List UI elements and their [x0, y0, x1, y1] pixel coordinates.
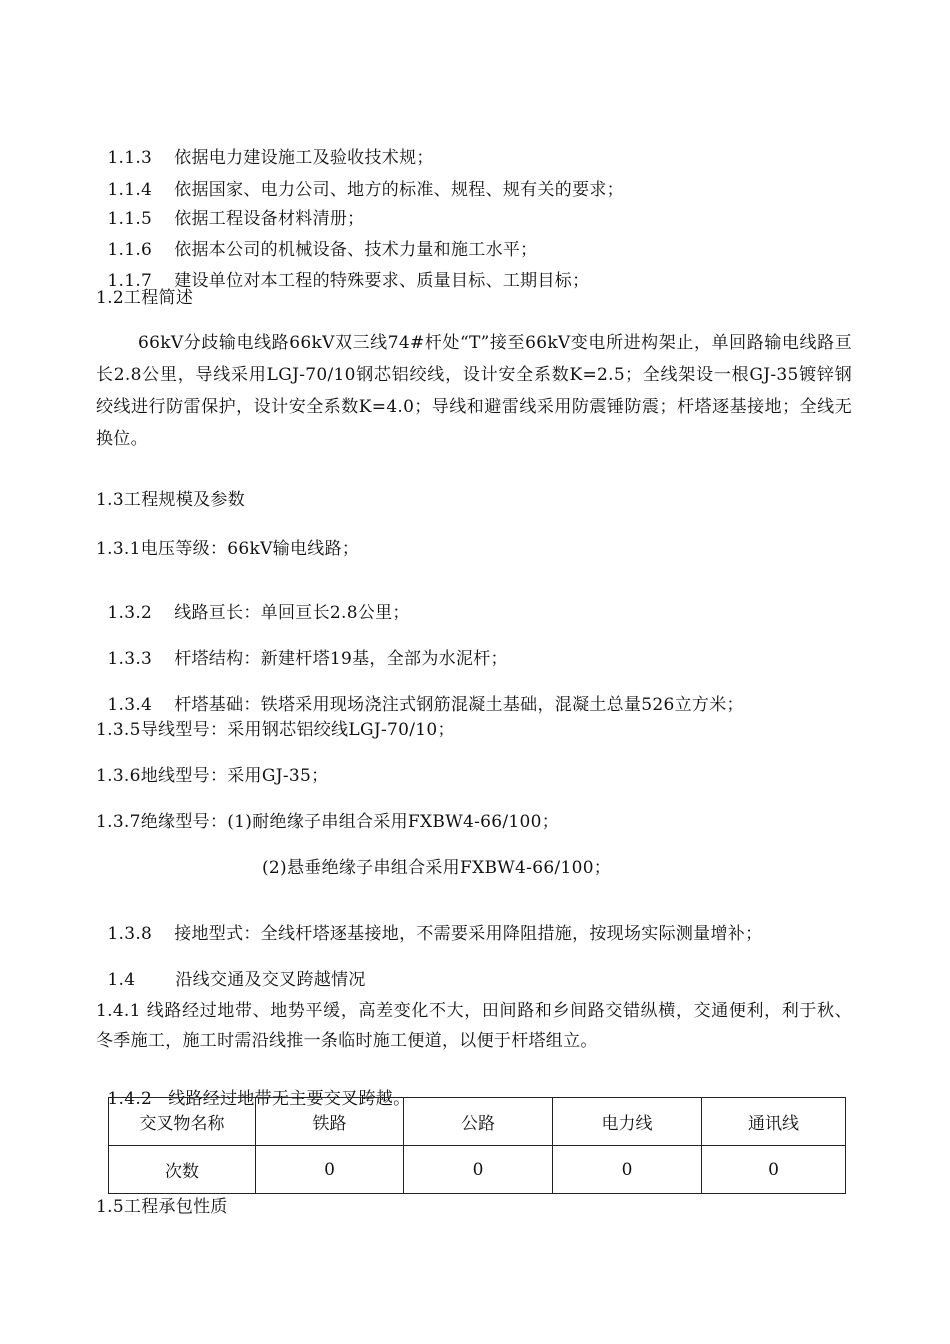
param-conductor: 1.3.5导线型号：采用钢芯铝绞线LGJ-70/10； — [96, 720, 455, 740]
list-item — [96, 251, 589, 291]
param-tower-foundation — [96, 675, 744, 715]
item-number: 1.3.4 — [107, 695, 153, 715]
overview-paragraph: 66kV分歧输电线路66kV双三线74#杆处“T”接至66kV变电所进构架止，单回路输电线路亘长2.8公里，导线采用LGJ-70/10钢芯铝绞线，设计安全系数K=2.5；全线架设一根GJ-35镀锌钢绞线进行防雷保护，设计安全系数K=4.0；导线和避雷线采用防震锤防震；杆塔逐基接地；全线无换位。 — [96, 333, 852, 449]
traffic-paragraph: 1.4.1 线路经过地带、地势平缓，高差变化不大，田间路和乡间路交错纵横，交通便利，利于秋、冬季施工，施工时需沿线推一条临时施工便道，以便于杆塔组立。 — [96, 1001, 852, 1051]
section-heading: 1.2工程简述 — [96, 288, 194, 308]
table-cell: 0 — [256, 1146, 404, 1194]
item-number: 1.3.8 — [107, 924, 153, 944]
item-text: 线路经过地带无主要交叉跨越。 — [168, 1089, 411, 1109]
param-insulator: 1.3.7绝缘型号：(1)耐绝缘子串组合采用FXBW4-66/100； — [96, 812, 560, 832]
param-grounding — [96, 904, 762, 944]
item-number: 1.1.4 — [107, 180, 153, 200]
table-cell: 交叉物名称 — [109, 1098, 256, 1146]
item-number: 1.3.2 — [107, 603, 153, 623]
table-cell: 次数 — [109, 1146, 256, 1194]
param-tower-structure — [96, 629, 508, 669]
item-number: 1.1.3 — [107, 148, 153, 168]
table-header-row — [109, 1098, 846, 1146]
section-number: 1.4 — [107, 970, 136, 990]
table-cell: 电力线 — [553, 1098, 702, 1146]
section-heading: 1.5工程承包性质 — [96, 1197, 228, 1217]
table-cell: 铁路 — [256, 1098, 404, 1146]
param-ground-wire: 1.3.6地线型号：采用GJ-35； — [96, 766, 329, 786]
table-cell: 通讯线 — [702, 1098, 846, 1146]
item-text: 依据本公司的机械设备、技术力量和施工水平； — [174, 240, 538, 260]
item-number: 1.1.5 — [107, 209, 153, 229]
item-text: 接地型式：全线杆塔逐基接地，不需要采用降阻措施，按现场实际测量增补； — [174, 924, 763, 944]
item-text: 依据工程设备材料清册； — [174, 209, 365, 229]
item-text: 杆塔结构：新建杆塔19基，全部为水泥杆； — [174, 649, 508, 669]
table-cell: 0 — [702, 1146, 846, 1194]
param-length — [96, 583, 410, 623]
item-number: 1.3.3 — [107, 649, 153, 669]
param-voltage: 1.3.1电压等级：66kV输电线路； — [96, 539, 360, 559]
item-text: 杆塔基础：铁塔采用现场浇注式钢筋混凝土基础，混凝土总量526立方米； — [174, 695, 744, 715]
table-cell: 0 — [404, 1146, 553, 1194]
table-cell: 公路 — [404, 1098, 553, 1146]
item-text: 依据电力建设施工及验收技术规； — [174, 148, 434, 168]
section-heading — [96, 950, 366, 990]
item-text: 线路亘长：单回亘长2.8公里； — [174, 603, 410, 623]
item-number: 1.4.2 — [107, 1089, 153, 1109]
section-heading: 1.3工程规模及参数 — [96, 490, 246, 510]
item-text: 建设单位对本工程的特殊要求、质量目标、工期目标； — [174, 271, 590, 291]
section-title: 沿线交通及交叉跨越情况 — [175, 970, 366, 990]
item-text: 依据国家、电力公司、地方的标准、规程、规有关的要求； — [174, 180, 624, 200]
param-insulator-suspension: (2)悬垂绝缘子串组合采用FXBW4-66/100； — [262, 858, 612, 878]
table-row — [109, 1146, 846, 1194]
crossing-table — [108, 1097, 846, 1194]
item-number: 1.1.6 — [107, 240, 153, 260]
item-number: 1.1.7 — [107, 271, 153, 291]
table-cell: 0 — [553, 1146, 702, 1194]
